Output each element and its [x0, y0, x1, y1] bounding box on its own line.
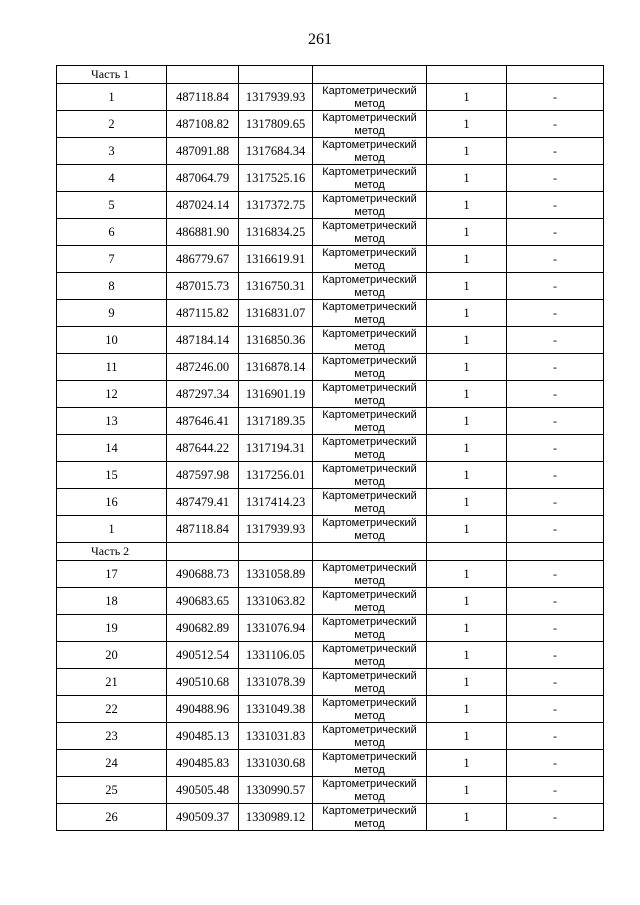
x-coordinate-cell: 487118.84 [167, 516, 239, 543]
method-cell [313, 165, 427, 192]
method-cell [313, 219, 427, 246]
method-line-2: метод [354, 764, 385, 776]
method-line-1: Картометрический [322, 805, 417, 817]
table-row [57, 300, 604, 327]
method-cell [313, 804, 427, 831]
note-cell: - [507, 615, 604, 642]
method-cell [313, 516, 427, 543]
point-number-cell: 13 [57, 408, 167, 435]
y-coordinate-cell: 1316901.19 [239, 381, 313, 408]
table-body [57, 66, 604, 831]
point-number-cell: 8 [57, 273, 167, 300]
method-cell [313, 777, 427, 804]
point-number-cell: 10 [57, 327, 167, 354]
table-row [57, 777, 604, 804]
method-text [313, 408, 426, 434]
x-coordinate-cell: 487015.73 [167, 273, 239, 300]
method-text [313, 84, 426, 110]
y-coordinate-cell: 1317939.93 [239, 84, 313, 111]
method-line-1: Картометрический [322, 85, 417, 97]
point-number-cell: 2 [57, 111, 167, 138]
accuracy-cell: 1 [427, 300, 507, 327]
x-coordinate-cell: 487479.41 [167, 489, 239, 516]
y-coordinate-cell: 1331031.83 [239, 723, 313, 750]
accuracy-cell: 1 [427, 696, 507, 723]
method-line-2: метод [354, 602, 385, 614]
accuracy-cell: 1 [427, 381, 507, 408]
method-cell [313, 408, 427, 435]
accuracy-cell: 1 [427, 777, 507, 804]
note-cell: - [507, 354, 604, 381]
y-coordinate-cell: 1317939.93 [239, 516, 313, 543]
method-line-2: метод [354, 503, 385, 515]
table-row [57, 327, 604, 354]
method-line-2: метод [354, 341, 385, 353]
table-row [57, 561, 604, 588]
point-number-cell: 26 [57, 804, 167, 831]
method-line-2: метод [354, 395, 385, 407]
accuracy-cell: 1 [427, 561, 507, 588]
method-cell [313, 615, 427, 642]
method-cell [313, 192, 427, 219]
point-number-cell: 17 [57, 561, 167, 588]
part-header-row [57, 66, 604, 84]
y-coordinate-cell: 1316750.31 [239, 273, 313, 300]
note-cell: - [507, 489, 604, 516]
method-cell [313, 138, 427, 165]
accuracy-cell: 1 [427, 165, 507, 192]
method-line-1: Картометрический [322, 778, 417, 790]
x-coordinate-cell: 490485.83 [167, 750, 239, 777]
method-line-2: метод [354, 449, 385, 461]
note-cell: - [507, 111, 604, 138]
y-coordinate-cell: 1317256.01 [239, 462, 313, 489]
table-row [57, 192, 604, 219]
method-line-1: Картометрический [322, 328, 417, 340]
y-coordinate-cell: 1331076.94 [239, 615, 313, 642]
table-row [57, 219, 604, 246]
table-row [57, 354, 604, 381]
method-text [313, 138, 426, 164]
y-coordinate-cell: 1316831.07 [239, 300, 313, 327]
y-coordinate-cell: 1331106.05 [239, 642, 313, 669]
note-cell: - [507, 273, 604, 300]
accuracy-cell: 1 [427, 246, 507, 273]
y-coordinate-cell: 1331063.82 [239, 588, 313, 615]
point-number-cell: 4 [57, 165, 167, 192]
point-number-cell: 24 [57, 750, 167, 777]
note-cell: - [507, 327, 604, 354]
y-coordinate-cell: 1317414.23 [239, 489, 313, 516]
accuracy-cell: 1 [427, 750, 507, 777]
note-cell: - [507, 516, 604, 543]
method-cell [313, 84, 427, 111]
method-line-1: Картометрический [322, 355, 417, 367]
method-text [313, 588, 426, 614]
method-text [313, 561, 426, 587]
note-cell: - [507, 165, 604, 192]
method-cell [313, 327, 427, 354]
method-line-2: метод [354, 314, 385, 326]
table-row [57, 111, 604, 138]
part-label: Часть 2 [57, 543, 167, 561]
x-coordinate-cell: 487064.79 [167, 165, 239, 192]
method-text [313, 273, 426, 299]
table-row [57, 273, 604, 300]
method-line-2: метод [354, 530, 385, 542]
coordinates-table [56, 65, 604, 831]
accuracy-cell: 1 [427, 804, 507, 831]
method-line-1: Картометрический [322, 220, 417, 232]
method-line-2: метод [354, 179, 385, 191]
method-line-1: Картометрический [322, 616, 417, 628]
table-row [57, 669, 604, 696]
page-number: 261 [308, 31, 332, 48]
y-coordinate-cell: 1317194.31 [239, 435, 313, 462]
point-number-cell: 7 [57, 246, 167, 273]
method-text [313, 516, 426, 542]
accuracy-cell: 1 [427, 219, 507, 246]
accuracy-cell: 1 [427, 408, 507, 435]
note-cell: - [507, 408, 604, 435]
note-cell: - [507, 462, 604, 489]
empty-cell [507, 66, 604, 84]
accuracy-cell: 1 [427, 516, 507, 543]
note-cell: - [507, 723, 604, 750]
method-line-1: Картометрический [322, 463, 417, 475]
method-cell [313, 273, 427, 300]
method-line-2: метод [354, 656, 385, 668]
accuracy-cell: 1 [427, 669, 507, 696]
empty-cell [167, 66, 239, 84]
method-text [313, 381, 426, 407]
method-cell [313, 381, 427, 408]
point-number-cell: 25 [57, 777, 167, 804]
note-cell: - [507, 300, 604, 327]
point-number-cell: 9 [57, 300, 167, 327]
note-cell: - [507, 138, 604, 165]
method-line-2: метод [354, 683, 385, 695]
method-cell [313, 588, 427, 615]
x-coordinate-cell: 487108.82 [167, 111, 239, 138]
y-coordinate-cell: 1317372.75 [239, 192, 313, 219]
part-label: Часть 1 [57, 66, 167, 84]
method-line-2: метод [354, 233, 385, 245]
method-line-2: метод [354, 791, 385, 803]
table-row [57, 750, 604, 777]
accuracy-cell: 1 [427, 327, 507, 354]
method-line-1: Картометрический [322, 301, 417, 313]
y-coordinate-cell: 1331030.68 [239, 750, 313, 777]
method-line-1: Картометрический [322, 382, 417, 394]
point-number-cell: 14 [57, 435, 167, 462]
accuracy-cell: 1 [427, 588, 507, 615]
method-line-1: Картометрический [322, 436, 417, 448]
y-coordinate-cell: 1316619.91 [239, 246, 313, 273]
table-row [57, 165, 604, 192]
empty-cell [507, 543, 604, 561]
method-line-1: Картометрический [322, 409, 417, 421]
table-row [57, 723, 604, 750]
note-cell: - [507, 777, 604, 804]
method-line-2: метод [354, 476, 385, 488]
y-coordinate-cell: 1317684.34 [239, 138, 313, 165]
method-text [313, 642, 426, 668]
point-number-cell: 20 [57, 642, 167, 669]
empty-cell [313, 543, 427, 561]
x-coordinate-cell: 487118.84 [167, 84, 239, 111]
method-cell [313, 696, 427, 723]
method-text [313, 750, 426, 776]
method-line-2: метод [354, 710, 385, 722]
empty-cell [313, 66, 427, 84]
note-cell: - [507, 669, 604, 696]
method-line-1: Картометрический [322, 112, 417, 124]
table-row [57, 615, 604, 642]
method-line-1: Картометрический [322, 589, 417, 601]
note-cell: - [507, 696, 604, 723]
method-text [313, 804, 426, 830]
note-cell: - [507, 219, 604, 246]
method-cell [313, 642, 427, 669]
point-number-cell: 5 [57, 192, 167, 219]
note-cell: - [507, 804, 604, 831]
method-line-2: метод [354, 125, 385, 137]
method-cell [313, 111, 427, 138]
method-text [313, 462, 426, 488]
y-coordinate-cell: 1330989.12 [239, 804, 313, 831]
method-cell [313, 561, 427, 588]
table-row [57, 408, 604, 435]
method-text [313, 354, 426, 380]
table-row [57, 516, 604, 543]
method-text [313, 327, 426, 353]
accuracy-cell: 1 [427, 462, 507, 489]
method-line-1: Картометрический [322, 193, 417, 205]
accuracy-cell: 1 [427, 138, 507, 165]
y-coordinate-cell: 1330990.57 [239, 777, 313, 804]
accuracy-cell: 1 [427, 615, 507, 642]
method-line-1: Картометрический [322, 517, 417, 529]
method-text [313, 777, 426, 803]
accuracy-cell: 1 [427, 435, 507, 462]
method-text [313, 723, 426, 749]
point-number-cell: 19 [57, 615, 167, 642]
method-text [313, 489, 426, 515]
method-line-2: метод [354, 818, 385, 830]
method-text [313, 219, 426, 245]
method-line-2: метод [354, 152, 385, 164]
x-coordinate-cell: 487246.00 [167, 354, 239, 381]
accuracy-cell: 1 [427, 192, 507, 219]
note-cell: - [507, 84, 604, 111]
table-row [57, 642, 604, 669]
note-cell: - [507, 561, 604, 588]
point-number-cell: 23 [57, 723, 167, 750]
x-coordinate-cell: 490488.96 [167, 696, 239, 723]
table-row [57, 462, 604, 489]
method-line-2: метод [354, 98, 385, 110]
empty-cell [427, 543, 507, 561]
method-cell [313, 435, 427, 462]
accuracy-cell: 1 [427, 84, 507, 111]
method-text [313, 192, 426, 218]
method-cell [313, 246, 427, 273]
x-coordinate-cell: 490512.54 [167, 642, 239, 669]
method-line-1: Картометрический [322, 670, 417, 682]
y-coordinate-cell: 1317525.16 [239, 165, 313, 192]
point-number-cell: 11 [57, 354, 167, 381]
y-coordinate-cell: 1316878.14 [239, 354, 313, 381]
method-text [313, 111, 426, 137]
x-coordinate-cell: 490682.89 [167, 615, 239, 642]
method-line-1: Картометрический [322, 274, 417, 286]
method-line-2: метод [354, 287, 385, 299]
x-coordinate-cell: 487184.14 [167, 327, 239, 354]
method-line-2: метод [354, 206, 385, 218]
table-row [57, 489, 604, 516]
x-coordinate-cell: 487024.14 [167, 192, 239, 219]
method-line-2: метод [354, 368, 385, 380]
empty-cell [427, 66, 507, 84]
method-line-1: Картометрический [322, 247, 417, 259]
accuracy-cell: 1 [427, 354, 507, 381]
x-coordinate-cell: 487597.98 [167, 462, 239, 489]
method-line-1: Картометрический [322, 697, 417, 709]
empty-cell [239, 543, 313, 561]
method-line-1: Картометрический [322, 166, 417, 178]
point-number-cell: 3 [57, 138, 167, 165]
note-cell: - [507, 588, 604, 615]
method-text [313, 615, 426, 641]
accuracy-cell: 1 [427, 642, 507, 669]
y-coordinate-cell: 1316834.25 [239, 219, 313, 246]
method-line-1: Картометрический [322, 490, 417, 502]
method-cell [313, 354, 427, 381]
y-coordinate-cell: 1316850.36 [239, 327, 313, 354]
x-coordinate-cell: 490485.13 [167, 723, 239, 750]
method-cell [313, 462, 427, 489]
method-line-1: Картометрический [322, 643, 417, 655]
method-text [313, 435, 426, 461]
y-coordinate-cell: 1317809.65 [239, 111, 313, 138]
table-row [57, 246, 604, 273]
method-text [313, 300, 426, 326]
method-cell [313, 669, 427, 696]
accuracy-cell: 1 [427, 723, 507, 750]
method-line-1: Картометрический [322, 751, 417, 763]
table-row [57, 588, 604, 615]
accuracy-cell: 1 [427, 273, 507, 300]
point-number-cell: 22 [57, 696, 167, 723]
note-cell: - [507, 642, 604, 669]
method-text [313, 669, 426, 695]
point-number-cell: 6 [57, 219, 167, 246]
method-text [313, 165, 426, 191]
empty-cell [239, 66, 313, 84]
empty-cell [167, 543, 239, 561]
x-coordinate-cell: 487115.82 [167, 300, 239, 327]
point-number-cell: 15 [57, 462, 167, 489]
y-coordinate-cell: 1331058.89 [239, 561, 313, 588]
method-line-1: Картометрический [322, 724, 417, 736]
method-cell [313, 489, 427, 516]
part-header-row [57, 543, 604, 561]
method-cell [313, 300, 427, 327]
method-line-2: метод [354, 629, 385, 641]
method-text [313, 246, 426, 272]
method-line-1: Картометрический [322, 139, 417, 151]
method-line-2: метод [354, 737, 385, 749]
point-number-cell: 1 [57, 84, 167, 111]
x-coordinate-cell: 487297.34 [167, 381, 239, 408]
point-number-cell: 18 [57, 588, 167, 615]
note-cell: - [507, 192, 604, 219]
point-number-cell: 16 [57, 489, 167, 516]
accuracy-cell: 1 [427, 111, 507, 138]
method-text [313, 696, 426, 722]
note-cell: - [507, 246, 604, 273]
x-coordinate-cell: 490509.37 [167, 804, 239, 831]
table-row [57, 696, 604, 723]
method-line-1: Картометрический [322, 562, 417, 574]
x-coordinate-cell: 490683.65 [167, 588, 239, 615]
x-coordinate-cell: 490688.73 [167, 561, 239, 588]
method-cell [313, 750, 427, 777]
note-cell: - [507, 435, 604, 462]
x-coordinate-cell: 490510.68 [167, 669, 239, 696]
point-number-cell: 1 [57, 516, 167, 543]
x-coordinate-cell: 486779.67 [167, 246, 239, 273]
table-row [57, 138, 604, 165]
point-number-cell: 12 [57, 381, 167, 408]
method-line-2: метод [354, 422, 385, 434]
y-coordinate-cell: 1317189.35 [239, 408, 313, 435]
table-row [57, 381, 604, 408]
x-coordinate-cell: 487644.22 [167, 435, 239, 462]
method-line-2: метод [354, 575, 385, 587]
x-coordinate-cell: 487646.41 [167, 408, 239, 435]
y-coordinate-cell: 1331078.39 [239, 669, 313, 696]
accuracy-cell: 1 [427, 489, 507, 516]
x-coordinate-cell: 487091.88 [167, 138, 239, 165]
y-coordinate-cell: 1331049.38 [239, 696, 313, 723]
note-cell: - [507, 750, 604, 777]
note-cell: - [507, 381, 604, 408]
x-coordinate-cell: 486881.90 [167, 219, 239, 246]
method-line-2: метод [354, 260, 385, 272]
table-row [57, 84, 604, 111]
table-row [57, 804, 604, 831]
table-row [57, 435, 604, 462]
x-coordinate-cell: 490505.48 [167, 777, 239, 804]
method-cell [313, 723, 427, 750]
point-number-cell: 21 [57, 669, 167, 696]
